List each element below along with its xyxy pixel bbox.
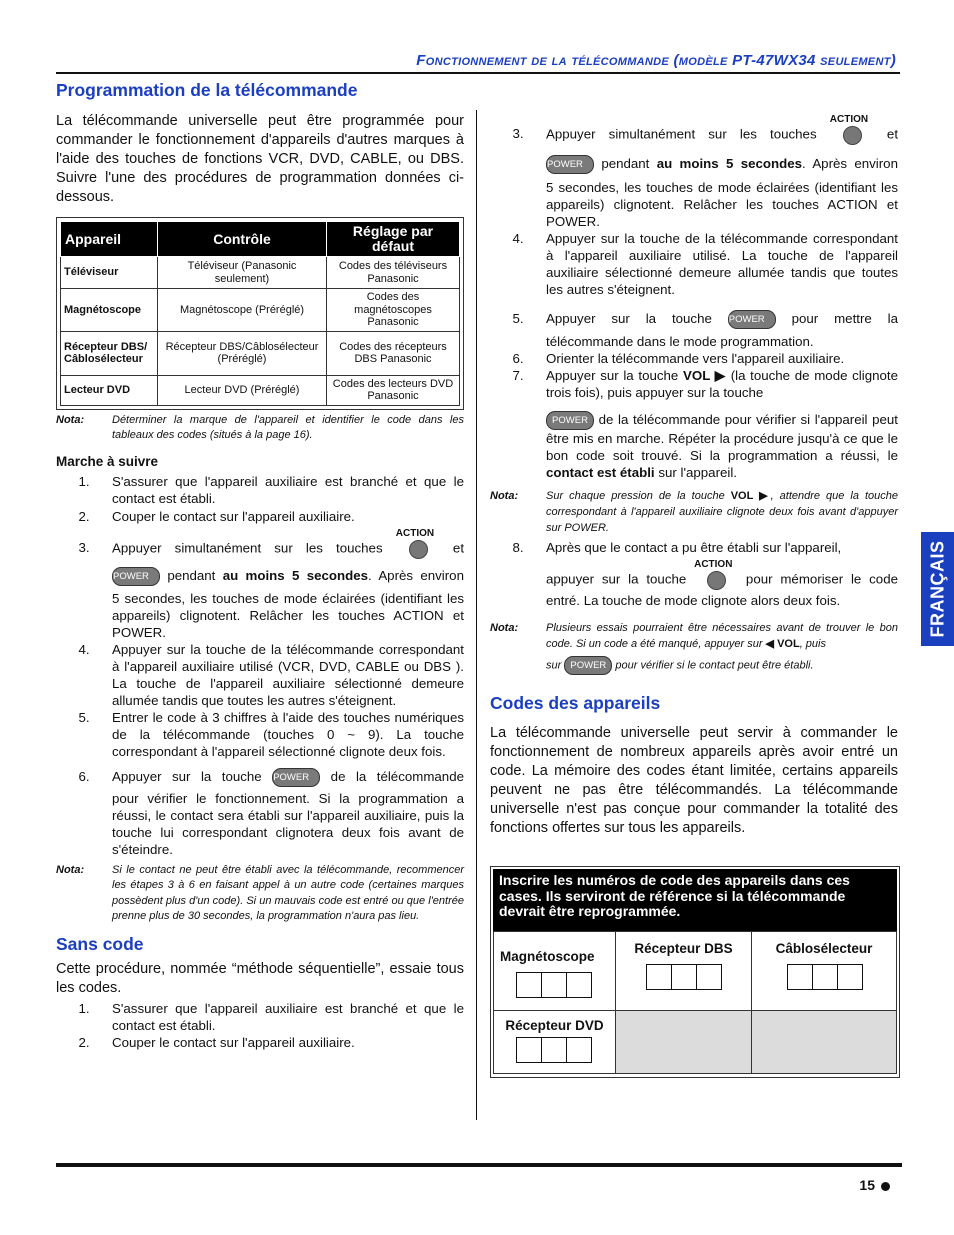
list-item: 6. Appuyer sur la touche POWER de la télécommande xyxy=(56,768,464,787)
action-label: ACTION xyxy=(829,114,869,125)
list-item: 5. Entrer le code à 3 chiffres à l'aide des touches numériques de la télécommande (touches 0 ~ 9). La touche correspondant à l'appareil sélectionné clignote deux fois. xyxy=(78,709,464,759)
table-cell: Lecteur DVD (Préréglé) xyxy=(158,375,327,405)
list-item: 1. S'assurer que l'appareil auxiliaire est branché et que le contact est établi. xyxy=(78,1000,464,1033)
column-divider xyxy=(476,110,477,1120)
step-text: et xyxy=(452,540,465,556)
list-item xyxy=(490,559,898,590)
note-determiner xyxy=(56,413,464,444)
vol-left-label: ◀ VOL xyxy=(765,638,800,650)
control-table-frame xyxy=(56,217,464,410)
table-cell: Récepteur DBS/Câblosélecteur (Préréglé) xyxy=(158,331,327,375)
code-digit-boxes[interactable] xyxy=(647,964,722,990)
table-row xyxy=(61,257,460,289)
step-text: pendant xyxy=(167,567,216,583)
table-cell: Téléviseur (Panasonic seulement) xyxy=(158,257,327,289)
table-header-controle: Contrôle xyxy=(158,222,327,257)
note-text: Si le contact ne peut être établi avec la télécommande, recommencer les étapes 3 à 6 en faisant appel à un autre code (certaines marques possèdent plus d'un code). Si un mauvais code est entré ou que l'entrée prenne plus de 30 secondes, la programmation n'aura pas lieu. xyxy=(112,863,464,922)
subsection-title-marche: Marche à suivre xyxy=(56,453,159,469)
cell-label: Câblosélecteur xyxy=(775,941,873,956)
table-header-appareil: Appareil xyxy=(61,222,158,257)
programmation-intro: La télécommande universelle peut être programmée pour commander le fonctionnement d'appareils d'autres marques à l'aide des touches de fonctions VCR, DVD, CABLE, ou DBS. Suivre l'une des procédures de programmation données ci-dessous. xyxy=(56,113,464,205)
step-text: de la télécommande xyxy=(330,768,464,784)
action-label: ACTION xyxy=(694,559,733,570)
list-item xyxy=(490,155,898,174)
power-button-icon: POWER xyxy=(564,656,612,675)
empty-cell xyxy=(751,1010,897,1074)
table-cell: Codes des magnétoscopes Panasonic xyxy=(327,289,460,332)
cell-label: Récepteur DBS xyxy=(634,941,733,956)
action-button xyxy=(829,114,874,145)
note-text: Sur chaque pression de la touche xyxy=(546,490,725,502)
note-text: sur xyxy=(546,659,562,672)
note-text: , attendre que la touche correspondant à l'appareil auxiliaire clignote deux fois avant d'appuyer sur POWER. xyxy=(546,490,899,534)
list-item: 1. S'assurer que l'appareil auxiliaire est branché et que le contact est établi. xyxy=(78,473,464,506)
action-circle-icon xyxy=(707,571,726,590)
table-cell: Récepteur DBS/ Câblosélecteur xyxy=(61,331,158,375)
step-text: . Après environ xyxy=(802,156,898,172)
empty-cell xyxy=(615,1010,752,1074)
step-text: et xyxy=(886,126,899,142)
list-item xyxy=(490,179,898,230)
list-item xyxy=(56,790,464,858)
step-text: Appuyer simultanément sur les touches xyxy=(112,540,383,556)
step-text: Après que le contact a pu être établi sur l'appareil, xyxy=(546,540,842,555)
language-side-tab-label: FRANÇAIS xyxy=(927,540,947,638)
action-label: ACTION xyxy=(395,527,435,539)
table-row xyxy=(61,331,460,375)
list-item: 2. Couper le contact sur l'appareil auxiliaire. xyxy=(56,508,464,525)
step-text: pour mémoriser le code xyxy=(745,571,898,587)
left-column xyxy=(56,80,464,1051)
codes-record-box xyxy=(490,866,900,1078)
list-item: 4. Appuyer sur la touche de la télécommande correspondant à l'appareil auxiliaire utilisé. La touche de l'appareil auxiliaire sélectionné demeure allumée tandis que toutes les autres s'éteignent. xyxy=(512,231,898,297)
step-text: (la touche de mode clignote trois fois), puis appuyer sur la touche xyxy=(546,368,898,400)
cell-cablo xyxy=(751,931,897,1011)
table-cell: Codes des téléviseurs Panasonic xyxy=(327,257,460,289)
step-text: entré. La touche de mode clignote alors deux fois. xyxy=(546,593,841,608)
note-label: Nota: xyxy=(490,622,519,634)
table-row xyxy=(61,375,460,405)
codes-record-header: Inscrire les numéros de code des appareils dans ces cases. Ils serviront de référence si la télécommande devrait être reprogrammée. xyxy=(493,869,897,931)
table-cell: Magnétoscope (Préréglé) xyxy=(158,289,327,332)
list-item: 3. Appuyer simultanément sur les touches ACTION et xyxy=(56,539,464,559)
note-label: Nota: xyxy=(56,413,85,426)
step-text: Orienter la télécommande vers l'appareil auxiliaire. xyxy=(546,351,845,366)
cell-magnetoscope xyxy=(493,931,616,1011)
header-rule xyxy=(56,72,900,74)
note-label: Nota: xyxy=(56,863,85,876)
action-button xyxy=(694,559,738,590)
table-cell: Lecteur DVD xyxy=(61,375,158,405)
note-text: Déterminer la marque de l'appareil et identifier le code dans les tableaux des codes (situés à la page 16). xyxy=(112,413,464,441)
power-button-icon: POWER xyxy=(112,567,160,586)
section-title-codes: Codes des appareils xyxy=(490,693,661,713)
codes-intro: La télécommande universelle peut servir à commander le fonctionnement de nombreux appareils après avoir entré un code. La mémoire des codes étant limitée, certains appareils peuvent ne pas être télécommandés. La télécommande universelle n'est pas conçue pour commander la totalité des fonctions offertes sur tous les appareils. xyxy=(490,725,898,836)
step-text: Couper le contact sur l'appareil auxiliaire. xyxy=(112,1034,355,1050)
list-item: 3. Appuyer simultanément sur les touches ACTION et xyxy=(490,125,898,145)
list-item: 8. Après que le contact a pu être établi sur l'appareil, xyxy=(490,539,898,556)
step-text: 5 secondes, les touches de mode éclairées (identifiant les appareils) clignotent. Relâcher les touches ACTION et POWER. xyxy=(546,180,898,229)
step-text-bold: au moins 5 secondes xyxy=(222,567,369,583)
step-text: S'assurer que l'appareil auxiliaire est branché et que le contact est établi. xyxy=(112,473,464,506)
code-digit-boxes[interactable] xyxy=(517,972,592,998)
list-item xyxy=(490,592,898,609)
table-cell: Codes des récepteurs DBS Panasonic xyxy=(327,331,460,375)
section-title-programmation: Programmation de la télécommande xyxy=(56,80,358,100)
step-text: appuyer sur la touche xyxy=(546,571,687,587)
step-text-bold: contact est établi xyxy=(546,465,655,480)
page-number xyxy=(859,1177,890,1193)
step-text: Appuyer sur la touche xyxy=(546,311,712,327)
page-number-text: 15 xyxy=(859,1177,875,1193)
step-text: Entrer le code à 3 chiffres à l'aide des touches numériques de la télécommande (touches 0 ~ 9). La touche correspondant à l'appareil sélectionné clignote deux fois. xyxy=(112,709,464,759)
cell-label: Récepteur DVD xyxy=(505,1018,604,1033)
list-item: 5. Appuyer sur la touche POWER pour mettre la xyxy=(490,310,898,329)
step-text: pendant xyxy=(601,156,650,172)
cell-recepteur-dvd xyxy=(493,1010,616,1074)
list-item xyxy=(490,333,898,350)
note-essais xyxy=(490,620,898,652)
sans-code-intro: Cette procédure, nommée “méthode séquentielle”, essaie tous les codes. xyxy=(56,960,464,996)
footer-rule xyxy=(56,1163,902,1167)
action-button xyxy=(395,527,440,559)
code-digit-boxes[interactable] xyxy=(517,1037,592,1063)
step-text: télécommande dans le mode programmation. xyxy=(546,334,814,349)
step-text: de la télécommande pour vérifier si l'appareil peut être mis en marche. Répéter la procédure jusqu'à ce que le bon code soit trouvé. Si la programmation a réussi, le xyxy=(546,412,898,463)
language-side-tab xyxy=(921,532,954,646)
table-header-reglage: Réglage par défaut xyxy=(327,222,460,257)
list-item xyxy=(490,411,898,481)
step-text: Appuyer sur la touche xyxy=(546,368,679,383)
note-text: Plusieurs essais pourraient être nécessaires avant de trouver le bon code. Si un code a été manqué, appuyer sur xyxy=(546,622,898,650)
action-circle-icon xyxy=(843,126,862,145)
note-text: , puis xyxy=(799,638,826,650)
step-text: Couper le contact sur l'appareil auxiliaire. xyxy=(112,508,355,524)
note-text: pour vérifier si le contact peut être établi. xyxy=(615,659,814,672)
step-text: sur l'appareil. xyxy=(658,465,737,480)
step-text-bold: au moins 5 secondes xyxy=(656,156,803,172)
note-essais-cont xyxy=(490,656,898,675)
control-table xyxy=(60,221,460,406)
power-button-icon: POWER xyxy=(728,310,776,329)
bullet-icon xyxy=(881,1182,890,1191)
action-circle-icon xyxy=(409,540,428,559)
note-vol xyxy=(490,488,898,536)
power-button-icon: POWER xyxy=(546,411,594,430)
power-button-icon: POWER xyxy=(546,155,594,174)
step-text: 5 secondes, les touches de mode éclairées (identifiant les appareils) clignotent. Relâcher les touches ACTION et POWER. xyxy=(112,590,464,640)
step-text: Appuyer simultanément sur les touches xyxy=(546,126,817,142)
step-text: pour vérifier le fonctionnement. Si la programmation a réussi, le contact sera établi sur l'appareil auxiliaire, puis la touche lui correspondant clignotera deux fois avant de s'éteindre. xyxy=(112,790,464,857)
step-text: pour mettre la xyxy=(791,311,898,327)
table-row xyxy=(61,289,460,332)
list-item: 2. Couper le contact sur l'appareil auxiliaire. xyxy=(56,1034,464,1051)
table-cell: Magnétoscope xyxy=(61,289,158,332)
cell-recepteur-dbs xyxy=(615,931,752,1011)
vol-right-label: VOL ▶ xyxy=(730,490,771,502)
list-item: 6. Orienter la télécommande vers l'appareil auxiliaire. xyxy=(490,350,898,367)
section-title-sans-code: Sans code xyxy=(56,933,144,954)
step-text: Appuyer sur la touche de la télécommande correspondant à l'appareil auxiliaire utilisé (VCR, DVD, CABLE ou DBS ). La touche de l'appareil auxiliaire sélectionné demeure allumée tandis que toutes les autres s'éteignent. xyxy=(112,641,464,708)
table-cell: Codes des lecteurs DVD Panasonic xyxy=(327,375,460,405)
note-label: Nota: xyxy=(490,490,519,502)
step-text: S'assurer que l'appareil auxiliaire est branché et que le contact est établi. xyxy=(112,1000,464,1033)
page-header-title: Fonctionnement de la télécommande (modèle PT-47WX34 seulement) xyxy=(416,52,896,69)
list-item xyxy=(56,567,464,586)
power-button-icon: POWER xyxy=(272,768,320,787)
cell-label: Magnétoscope xyxy=(500,949,595,964)
vol-right-label: VOL ▶ xyxy=(683,368,726,383)
note-contact xyxy=(56,863,464,925)
list-item: 7. Appuyer sur la touche VOL ▶ (la touche de mode clignote trois fois), puis appuyer sur la touche xyxy=(512,368,898,400)
step-text: . Après environ xyxy=(368,567,464,583)
code-digit-boxes[interactable] xyxy=(788,964,863,990)
table-cell: Téléviseur xyxy=(61,257,158,289)
list-item xyxy=(56,590,464,641)
step-text: Appuyer sur la touche xyxy=(112,768,262,784)
right-column xyxy=(490,112,898,838)
step-text: Appuyer sur la touche de la télécommande correspondant à l'appareil auxiliaire utilisé. La touche de l'appareil auxiliaire sélectionné demeure allumée tandis que toutes les autres s'éteignent. xyxy=(546,231,898,297)
list-item: 4. Appuyer sur la touche de la télécommande correspondant à l'appareil auxiliaire utilisé (VCR, DVD, CABLE ou DBS ). La touche de l'appareil auxiliaire sélectionné demeure allumée tandis que toutes les autres s'éteignent. xyxy=(78,641,464,708)
